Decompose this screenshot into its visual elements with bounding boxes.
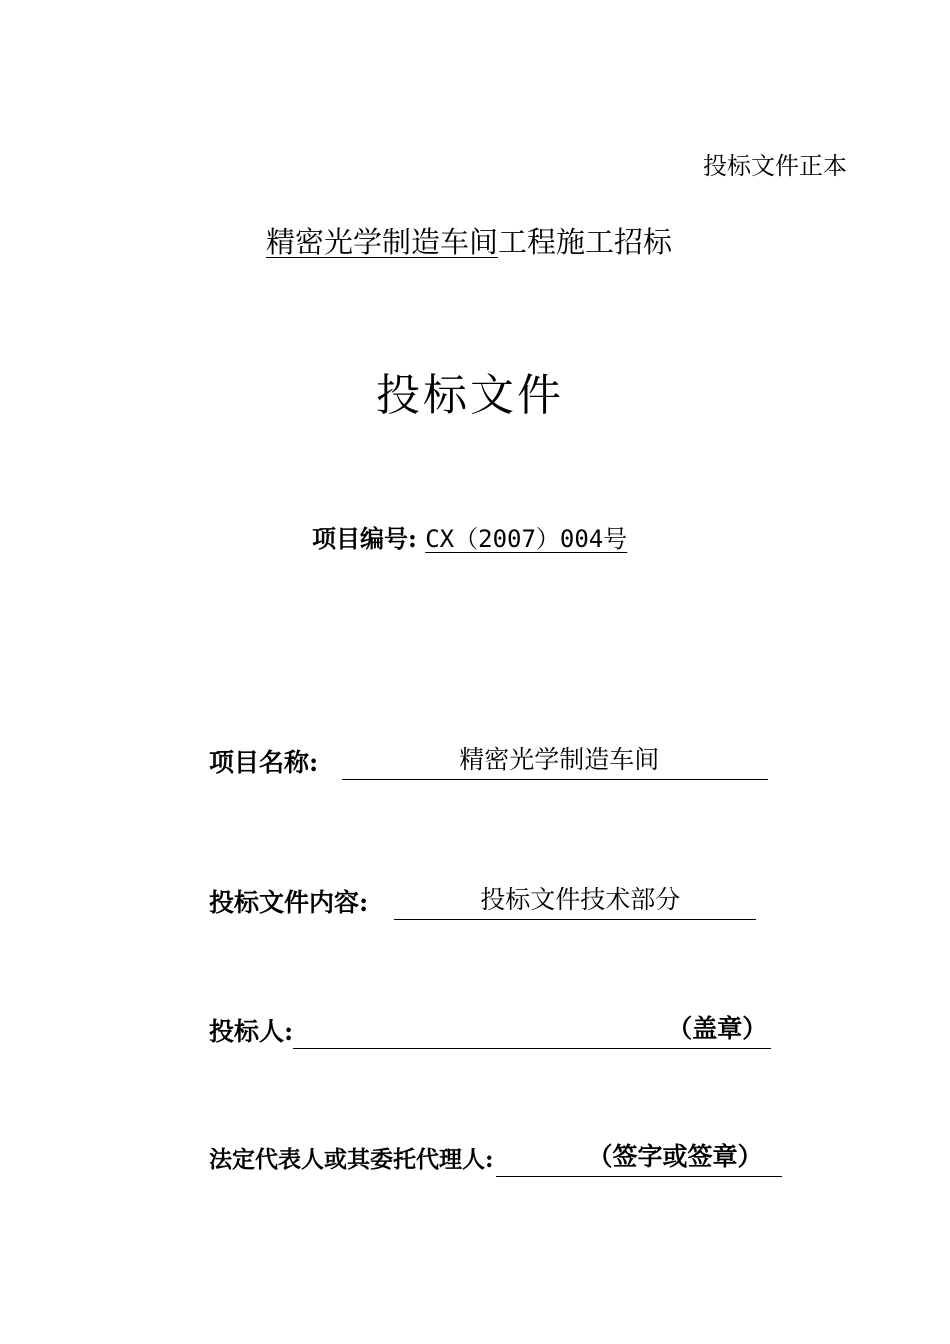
project-name-value: 精密光学制造车间 bbox=[459, 745, 660, 774]
document-content-line bbox=[394, 885, 756, 920]
document-content-label: 投标文件内容: bbox=[209, 888, 369, 917]
document-content-row bbox=[209, 886, 756, 920]
document-title: 投标文件 bbox=[376, 370, 564, 421]
bidder-seal-note: （盖章） bbox=[667, 1014, 768, 1043]
representative-line bbox=[496, 1142, 782, 1177]
project-name-line bbox=[342, 745, 768, 780]
project-name-row bbox=[209, 746, 768, 780]
bidder-line bbox=[293, 1014, 771, 1049]
representative-signature-note: （签字或签章） bbox=[587, 1142, 763, 1171]
project-number-value: CX（2007）004号 bbox=[425, 525, 628, 553]
tender-title bbox=[266, 222, 672, 262]
document-content-value: 投标文件技术部分 bbox=[480, 885, 681, 914]
bidder-label: 投标人: bbox=[209, 1017, 294, 1046]
project-number-label: 项目编号: bbox=[312, 524, 417, 553]
project-number bbox=[312, 522, 627, 556]
original-copy-label: 投标文件正本 bbox=[703, 152, 847, 180]
tender-title-project: 精密光学制造车间 bbox=[266, 225, 499, 259]
bidder-row bbox=[209, 1015, 771, 1049]
tender-title-suffix: 工程施工招标 bbox=[498, 225, 673, 259]
project-name-label: 项目名称: bbox=[209, 748, 319, 777]
representative-row bbox=[209, 1143, 782, 1177]
representative-label: 法定代表人或其委托代理人: bbox=[209, 1146, 494, 1173]
